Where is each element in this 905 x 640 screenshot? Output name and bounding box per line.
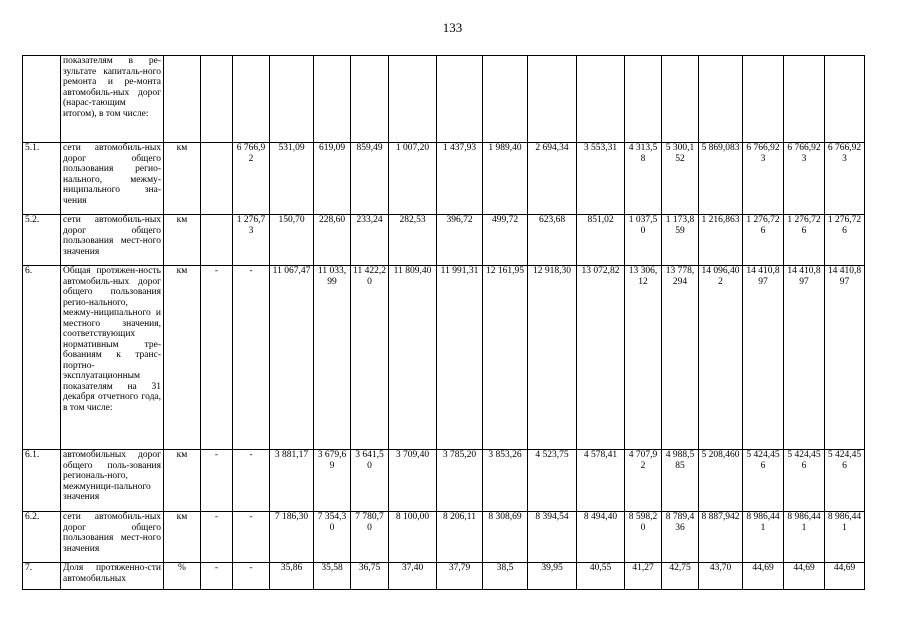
value-cell — [699, 56, 743, 143]
unit-cell: % — [164, 563, 201, 590]
value-cell: 8 789,436 — [662, 512, 699, 563]
value-cell: 13 778,294 — [662, 266, 699, 450]
value-cell — [389, 56, 437, 143]
value-cell — [270, 56, 314, 143]
value-cell: 5 869,083 — [699, 143, 743, 215]
value-cell: 12 161,95 — [483, 266, 528, 450]
value-cell — [314, 56, 351, 143]
value-cell: - — [201, 450, 233, 512]
value-cell: 40,55 — [577, 563, 625, 590]
row-description: сети автомобиль-ных дорог общего пользования мест-ного значения — [61, 512, 164, 563]
row-description: сети автомобиль-ных дорог общего пользования мест-ного значения — [61, 215, 164, 266]
value-cell: 42,75 — [662, 563, 699, 590]
value-cell: 619,09 — [314, 143, 351, 215]
value-cell: 851,02 — [577, 215, 625, 266]
value-cell: 7 186,30 — [270, 512, 314, 563]
row-number: 6.2. — [23, 512, 61, 563]
value-cell — [784, 56, 825, 143]
unit-cell — [164, 56, 201, 143]
value-cell: 1 276,73 — [233, 215, 270, 266]
value-cell: 8 986,441 — [784, 512, 825, 563]
value-cell: 11 067,47 — [270, 266, 314, 450]
value-cell: - — [233, 450, 270, 512]
unit-cell: км — [164, 450, 201, 512]
value-cell: 3 553,31 — [577, 143, 625, 215]
table-row — [23, 266, 865, 450]
value-cell: 4 313,58 — [625, 143, 662, 215]
value-cell: 5 424,456 — [784, 450, 825, 512]
value-cell: 1 007,20 — [389, 143, 437, 215]
value-cell: 41,27 — [625, 563, 662, 590]
value-cell — [577, 56, 625, 143]
row-description: Доля протяженно-сти автомобильных — [61, 563, 164, 590]
value-cell: 37,79 — [437, 563, 483, 590]
value-cell: 11 809,40 — [389, 266, 437, 450]
value-cell: 8 394,54 — [528, 512, 577, 563]
value-cell: 623,68 — [528, 215, 577, 266]
value-cell: 14 410,897 — [825, 266, 865, 450]
value-cell: 11 033,99 — [314, 266, 351, 450]
value-cell: 228,60 — [314, 215, 351, 266]
value-cell: - — [201, 563, 233, 590]
value-cell: 8 206,11 — [437, 512, 483, 563]
table-row — [23, 215, 865, 266]
value-cell — [201, 143, 233, 215]
value-cell: - — [233, 512, 270, 563]
value-cell: 859,49 — [351, 143, 389, 215]
value-cell: 3 709,40 — [389, 450, 437, 512]
value-cell — [825, 56, 865, 143]
table-row — [23, 512, 865, 563]
value-cell: 35,58 — [314, 563, 351, 590]
value-cell: 35,86 — [270, 563, 314, 590]
value-cell: 4 523,75 — [528, 450, 577, 512]
row-number: 7. — [23, 563, 61, 590]
value-cell: 13 072,82 — [577, 266, 625, 450]
value-cell: 14 410,897 — [743, 266, 784, 450]
page-number: 133 — [442, 20, 463, 35]
row-number: 5.2. — [23, 215, 61, 266]
value-cell — [483, 56, 528, 143]
value-cell — [662, 56, 699, 143]
value-cell: 44,69 — [784, 563, 825, 590]
unit-cell: км — [164, 215, 201, 266]
value-cell: 1 216,863 — [699, 215, 743, 266]
unit-cell: км — [164, 512, 201, 563]
value-cell: 37,40 — [389, 563, 437, 590]
value-cell: 6 766,923 — [784, 143, 825, 215]
value-cell: 1 276,726 — [784, 215, 825, 266]
table-row — [23, 563, 865, 590]
value-cell: 43,70 — [699, 563, 743, 590]
value-cell: 8 887,942 — [699, 512, 743, 563]
value-cell: 3 881,17 — [270, 450, 314, 512]
value-cell: 12 918,30 — [528, 266, 577, 450]
row-number: 6. — [23, 266, 61, 450]
indicators-table — [22, 55, 865, 590]
value-cell: 39,95 — [528, 563, 577, 590]
value-cell: 8 100,00 — [389, 512, 437, 563]
row-description: сети автомобиль-ных дорог общего пользования регио-нального, межму-ниципального зна-чения — [61, 143, 164, 215]
value-cell: - — [201, 512, 233, 563]
value-cell — [351, 56, 389, 143]
value-cell — [528, 56, 577, 143]
value-cell: 396,72 — [437, 215, 483, 266]
value-cell: 8 494,40 — [577, 512, 625, 563]
value-cell: 1 437,93 — [437, 143, 483, 215]
value-cell: 14 096,402 — [699, 266, 743, 450]
value-cell: 11 991,31 — [437, 266, 483, 450]
value-cell: 5 424,456 — [743, 450, 784, 512]
value-cell: 7 354,30 — [314, 512, 351, 563]
value-cell: 1 276,726 — [825, 215, 865, 266]
unit-cell: км — [164, 266, 201, 450]
value-cell — [743, 56, 784, 143]
value-cell: 8 986,441 — [743, 512, 784, 563]
value-cell: 14 410,897 — [784, 266, 825, 450]
value-cell: 4 988,585 — [662, 450, 699, 512]
value-cell: 150,70 — [270, 215, 314, 266]
value-cell: - — [201, 266, 233, 450]
value-cell: 6 766,92 — [233, 143, 270, 215]
value-cell: 38,5 — [483, 563, 528, 590]
value-cell: 36,75 — [351, 563, 389, 590]
value-cell: 5 300,152 — [662, 143, 699, 215]
value-cell: 8 308,69 — [483, 512, 528, 563]
table-row — [23, 56, 865, 143]
table-body — [23, 56, 865, 590]
value-cell: 282,53 — [389, 215, 437, 266]
value-cell — [233, 56, 270, 143]
value-cell: 499,72 — [483, 215, 528, 266]
value-cell: 4 707,92 — [625, 450, 662, 512]
value-cell: - — [233, 563, 270, 590]
value-cell: 1 276,726 — [743, 215, 784, 266]
unit-cell: км — [164, 143, 201, 215]
value-cell: 6 766,923 — [825, 143, 865, 215]
value-cell — [201, 56, 233, 143]
value-cell: 1 989,40 — [483, 143, 528, 215]
value-cell: 2 694,34 — [528, 143, 577, 215]
value-cell: 44,69 — [743, 563, 784, 590]
value-cell: 3 853,26 — [483, 450, 528, 512]
value-cell: 3 679,69 — [314, 450, 351, 512]
row-number: 5.1. — [23, 143, 61, 215]
value-cell: 3 785,20 — [437, 450, 483, 512]
value-cell: 7 780,70 — [351, 512, 389, 563]
value-cell: 8 986,441 — [825, 512, 865, 563]
value-cell: 8 598,20 — [625, 512, 662, 563]
value-cell: 11 422,20 — [351, 266, 389, 450]
table-row — [23, 450, 865, 512]
value-cell — [625, 56, 662, 143]
row-number — [23, 56, 61, 143]
table-row — [23, 143, 865, 215]
row-description: Общая протяжен-ность автомобиль-ных дорог общего пользования регио-нального, межму-ниципального и местного значения, соответствующих нормативным тре-бованиям к транс-портно-эксплуатационным показателям на 31 декабря отчетного года, в том числе: — [61, 266, 164, 450]
value-cell: 44,69 — [825, 563, 865, 590]
value-cell: 13 306,12 — [625, 266, 662, 450]
value-cell: 6 766,923 — [743, 143, 784, 215]
row-number: 6.1. — [23, 450, 61, 512]
value-cell: 4 578,41 — [577, 450, 625, 512]
value-cell: 3 641,50 — [351, 450, 389, 512]
value-cell: - — [233, 266, 270, 450]
value-cell: 5 208,460 — [699, 450, 743, 512]
value-cell: 1 037,50 — [625, 215, 662, 266]
value-cell: 233,24 — [351, 215, 389, 266]
row-description: автомобильных дорог общего поль-зования региональ-ного, межмуници-пального значения — [61, 450, 164, 512]
value-cell: 5 424,456 — [825, 450, 865, 512]
value-cell — [437, 56, 483, 143]
value-cell: 1 173,859 — [662, 215, 699, 266]
value-cell: 531,09 — [270, 143, 314, 215]
row-description: показателям в ре-зультате капиталь-ного ремонта и ре-монта автомобиль-ных дорог (нараc-тающим итогом), в том числе: — [61, 56, 164, 143]
value-cell — [201, 215, 233, 266]
